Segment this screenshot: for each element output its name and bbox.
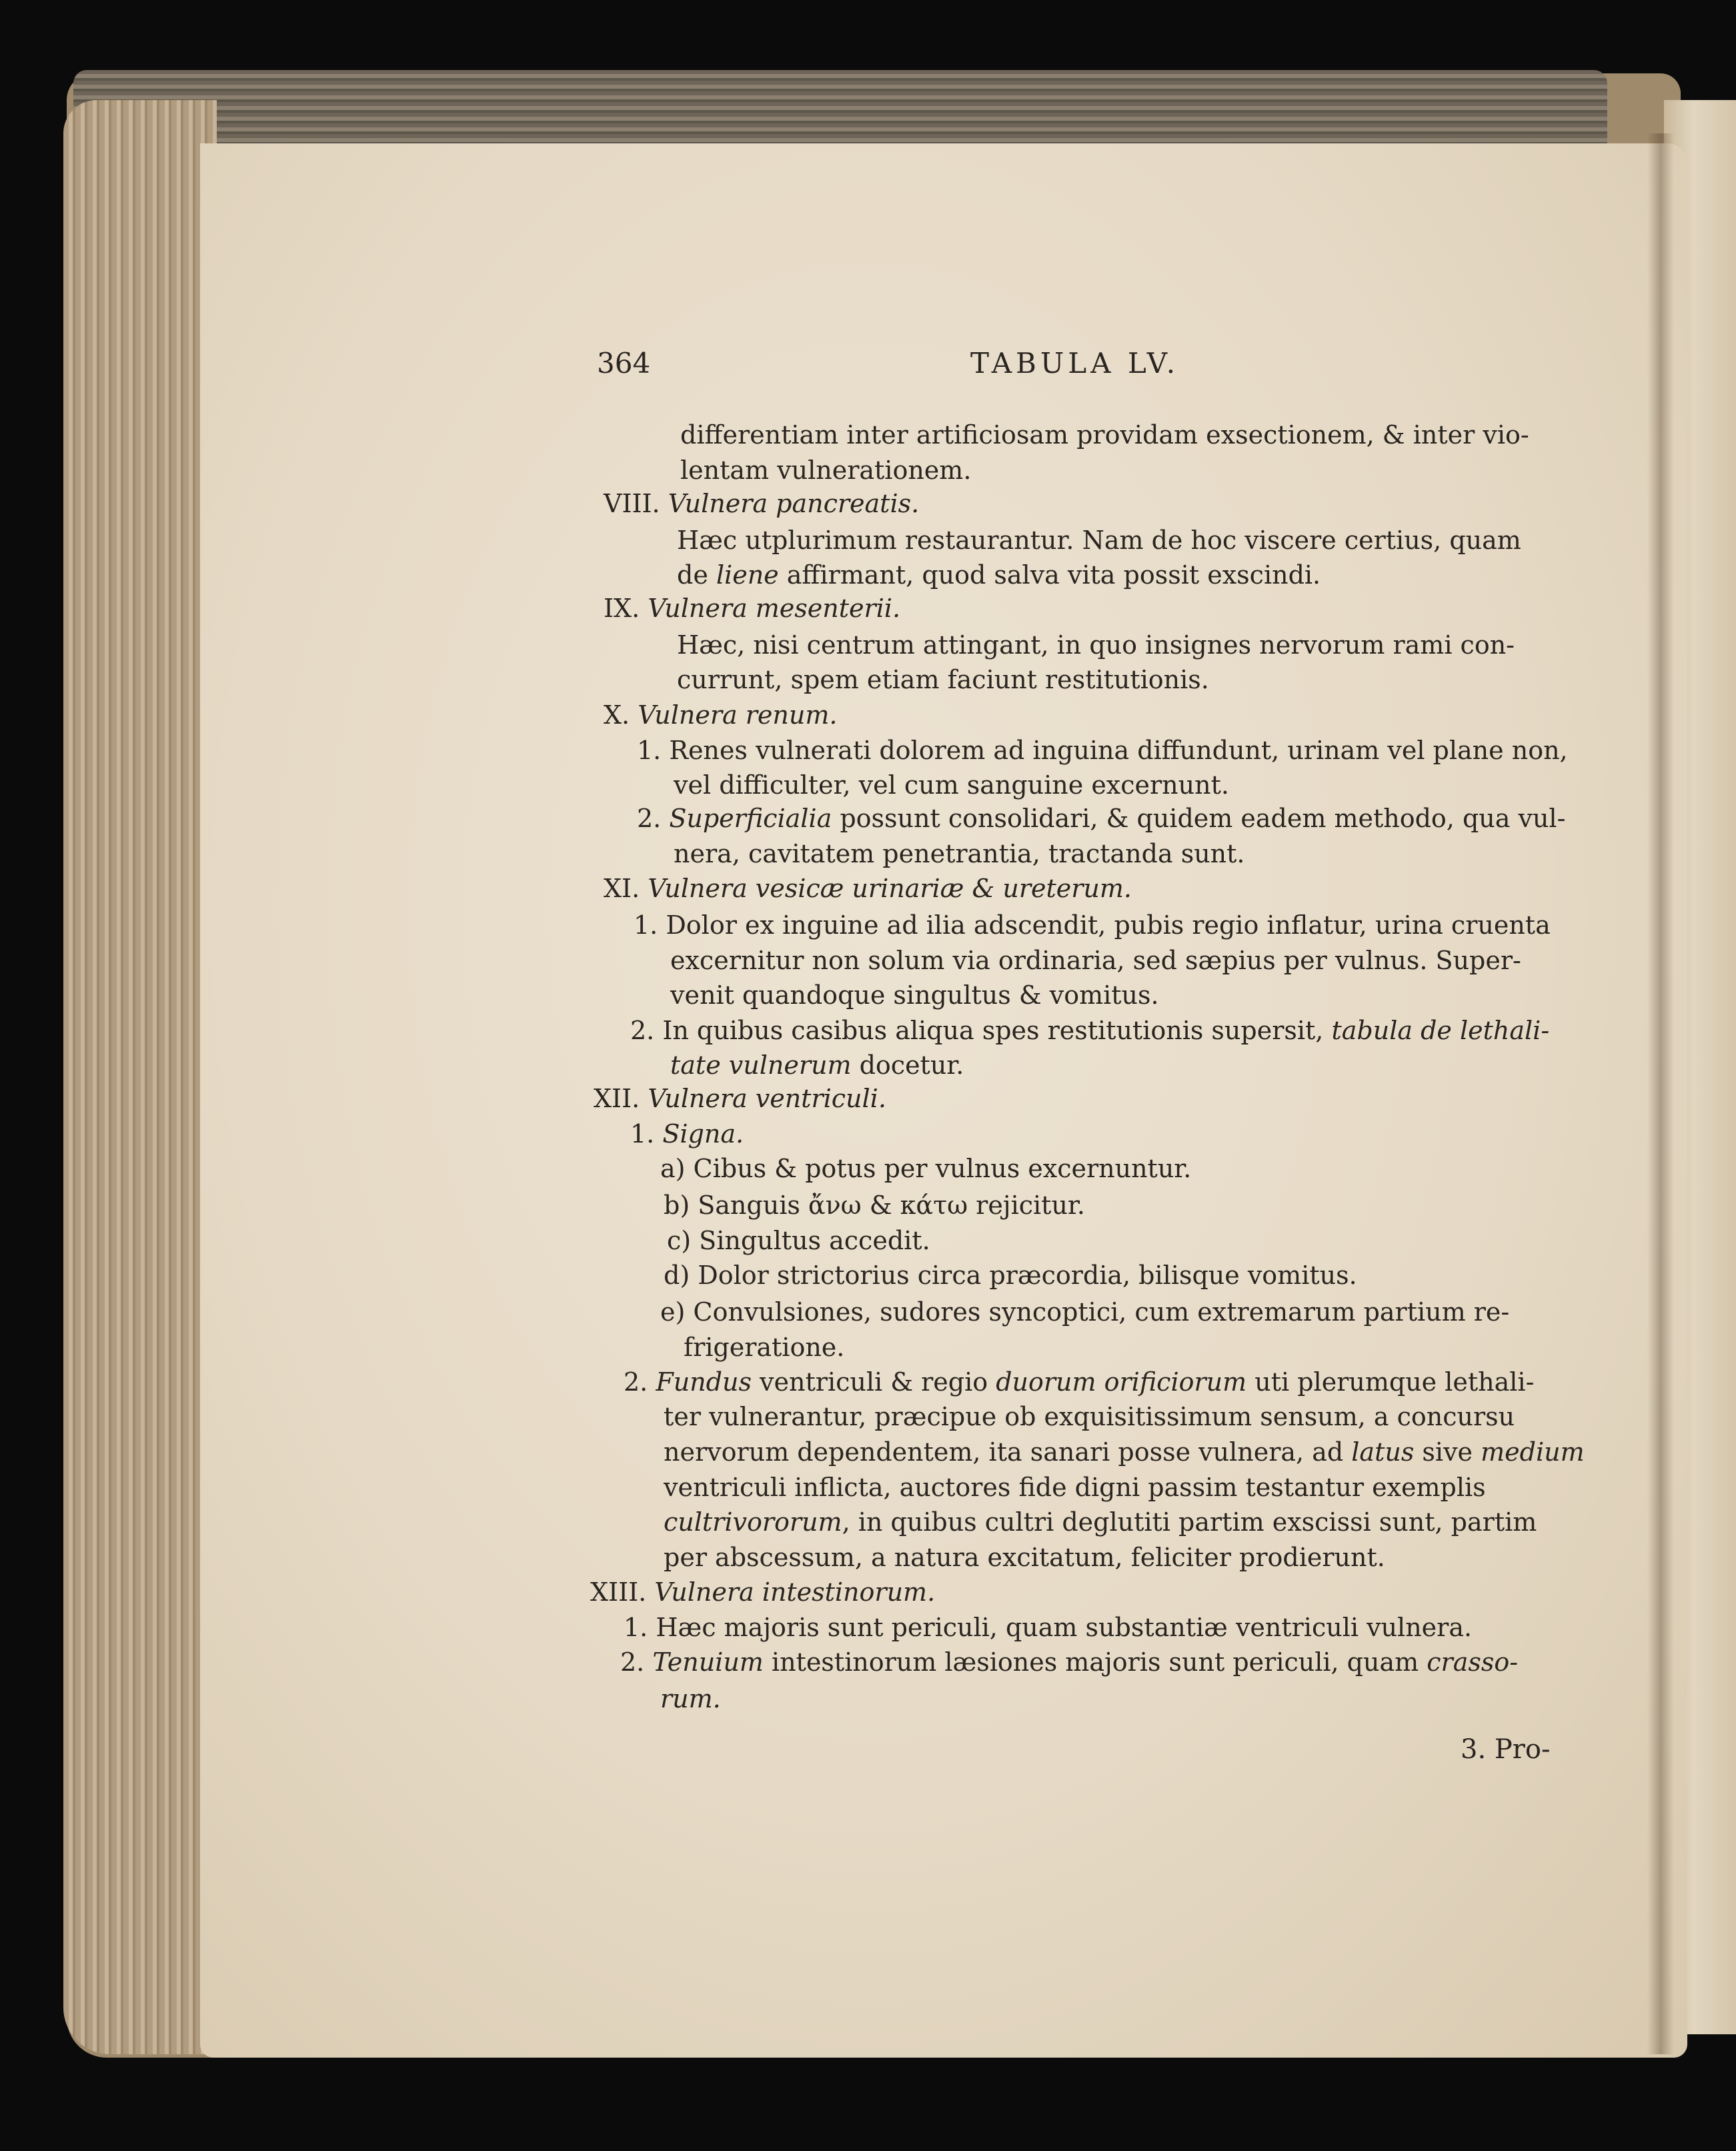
roman-text: vel difficulter, vel cum sanguine excernunt. (674, 770, 1229, 800)
text-line (660, 1297, 1509, 1327)
italic-text: duorum orificiorum (996, 1367, 1247, 1397)
text-line (637, 804, 1565, 833)
text-line (604, 594, 900, 623)
book-gutter (1647, 133, 1674, 2054)
italic-text: liene (716, 560, 779, 590)
book-top-edge (73, 70, 1607, 143)
italic-text: Superficialia (669, 804, 832, 833)
catchword: 3. Pro- (1461, 1734, 1551, 1765)
text-line (677, 526, 1521, 555)
roman-text: ventriculi inflicta, auctores fide digni passim testantur exemplis (664, 1473, 1486, 1502)
roman-text: intestinorum læsiones majoris sunt periculi, quam (763, 1647, 1427, 1677)
roman-text: d) Dolor strictorius circa præcordia, bilisque vomitus. (664, 1261, 1357, 1290)
roman-text: 1. Dolor ex inguine ad ilia adscendit, pubis regio inflatur, urina cruenta (634, 910, 1551, 940)
roman-text: excernitur non solum via ordinaria, sed sæpius per vulnus. Super- (670, 946, 1521, 975)
roman-text: docetur. (851, 1050, 964, 1080)
roman-text: frigeratione. (684, 1333, 845, 1362)
text-line (630, 1016, 1549, 1045)
roman-text: XII. (594, 1084, 648, 1113)
text-line (604, 700, 837, 730)
italic-text: Signa. (662, 1119, 744, 1149)
roman-text: XI. (604, 874, 648, 903)
text-line (670, 1050, 964, 1080)
text-line (604, 874, 1132, 903)
text-line (667, 1226, 930, 1255)
text-line (680, 456, 971, 485)
roman-text: a) Cibus & potus per vulnus excernuntur. (660, 1154, 1192, 1183)
roman-text: affirmant, quod salva vita possit exscindi. (778, 560, 1321, 590)
roman-text: per abscessum, a natura excitatum, feliciter prodierunt. (664, 1543, 1385, 1572)
roman-text: b) Sanguis ἄνω & κάτω rejicitur. (664, 1191, 1085, 1220)
italic-text: latus (1351, 1437, 1415, 1467)
roman-text: de (677, 560, 716, 590)
roman-text: currunt, spem etiam faciunt restitutionis. (677, 665, 1209, 694)
text-line (664, 1191, 1085, 1220)
italic-text: tabula de lethali- (1331, 1016, 1550, 1045)
text-line (670, 946, 1521, 975)
text-line (664, 1437, 1585, 1467)
roman-text: 2. In quibus casibus aliqua spes restitutionis supersit, (630, 1016, 1332, 1045)
text-line (594, 1084, 886, 1113)
text-line (670, 980, 1159, 1010)
text-line (664, 1543, 1385, 1572)
text-line (664, 1473, 1486, 1502)
roman-text: IX. (604, 594, 648, 623)
roman-text: uti plerumque lethali- (1246, 1367, 1535, 1397)
text-line (620, 1647, 1518, 1677)
italic-text: rum. (660, 1684, 721, 1713)
italic-text: Vulnera renum. (638, 700, 838, 730)
roman-text: ter vulnerantur, præcipue ob exquisitissimum sensum, a concursu (664, 1402, 1515, 1431)
text-line (630, 1119, 744, 1149)
roman-text: 2. (624, 1367, 656, 1397)
italic-text: Vulnera mesenterii. (648, 594, 901, 623)
roman-text: c) Singultus accedit. (667, 1226, 930, 1255)
roman-text: lentam vulnerationem. (680, 456, 972, 485)
text-line (677, 560, 1321, 590)
roman-text: nervorum dependentem, ita sanari posse vulnera, ad (664, 1437, 1352, 1467)
roman-text: XIII. (590, 1577, 655, 1607)
roman-text: nera, cavitatem penetrantia, tractanda sunt. (674, 839, 1245, 868)
italic-text: Vulnera intestinorum. (654, 1577, 936, 1607)
text-line (680, 420, 1529, 450)
roman-text: Hæc, nisi centrum attingant, in quo insignes nervorum rami con- (677, 630, 1515, 660)
book-left-edge (63, 100, 217, 2054)
text-line (684, 1333, 844, 1362)
text-line (664, 1402, 1515, 1431)
text-line (664, 1261, 1357, 1290)
roman-text: VIII. (604, 489, 668, 518)
text-line (674, 839, 1245, 868)
text-line (624, 1613, 1472, 1642)
italic-text: cultrivororum (664, 1507, 842, 1537)
roman-text: venit quandoque singultus & vomitus. (670, 980, 1159, 1010)
running-header (597, 347, 1571, 387)
text-line (624, 1367, 1534, 1397)
text-line (664, 1507, 1537, 1537)
roman-text: e) Convulsiones, sudores syncoptici, cum extremarum partium re- (660, 1297, 1510, 1327)
text-line (637, 736, 1568, 765)
roman-text: X. (604, 700, 638, 730)
text-line (660, 1684, 721, 1713)
italic-text: Tenuium (652, 1647, 764, 1677)
italic-text: Vulnera pancreatis. (668, 489, 920, 518)
roman-text: Hæc utplurimum restaurantur. Nam de hoc viscere certius, quam (677, 526, 1521, 555)
text-line (634, 910, 1551, 940)
italic-text: Fundus (656, 1367, 752, 1397)
roman-text: possunt consolidari, & quidem eadem methodo, qua vul- (832, 804, 1566, 833)
italic-text: medium (1481, 1437, 1585, 1467)
roman-text: 1. Renes vulnerati dolorem ad inguina diffundunt, urinam vel plane non, (637, 736, 1568, 765)
page-number: 364 (597, 347, 651, 380)
roman-text: differentiam inter artificiosam providam exsectionem, & inter vio- (680, 420, 1529, 450)
page-title: TABULA LV. (970, 347, 1180, 380)
text-line (590, 1577, 935, 1607)
roman-text: sive (1414, 1437, 1481, 1467)
italic-text: Vulnera ventriculi. (648, 1084, 886, 1113)
text-line (660, 1154, 1191, 1183)
text-line (677, 630, 1515, 660)
text-line (677, 665, 1209, 694)
text-line (674, 770, 1229, 800)
italic-text: crasso- (1427, 1647, 1519, 1677)
text-line (604, 489, 919, 518)
italic-text: tate vulnerum (670, 1050, 852, 1080)
italic-text: Vulnera vesicæ urinariæ & ureterum. (648, 874, 1132, 903)
roman-text: 1. Hæc majoris sunt periculi, quam substantiæ ventriculi vulnera. (624, 1613, 1473, 1642)
roman-text: , in quibus cultri deglutiti partim exscissi sunt, partim (842, 1507, 1537, 1537)
roman-text: 2. (637, 804, 670, 833)
roman-text: 2. (620, 1647, 653, 1677)
roman-text: ventriculi & regio (751, 1367, 996, 1397)
roman-text: 1. (630, 1119, 663, 1149)
